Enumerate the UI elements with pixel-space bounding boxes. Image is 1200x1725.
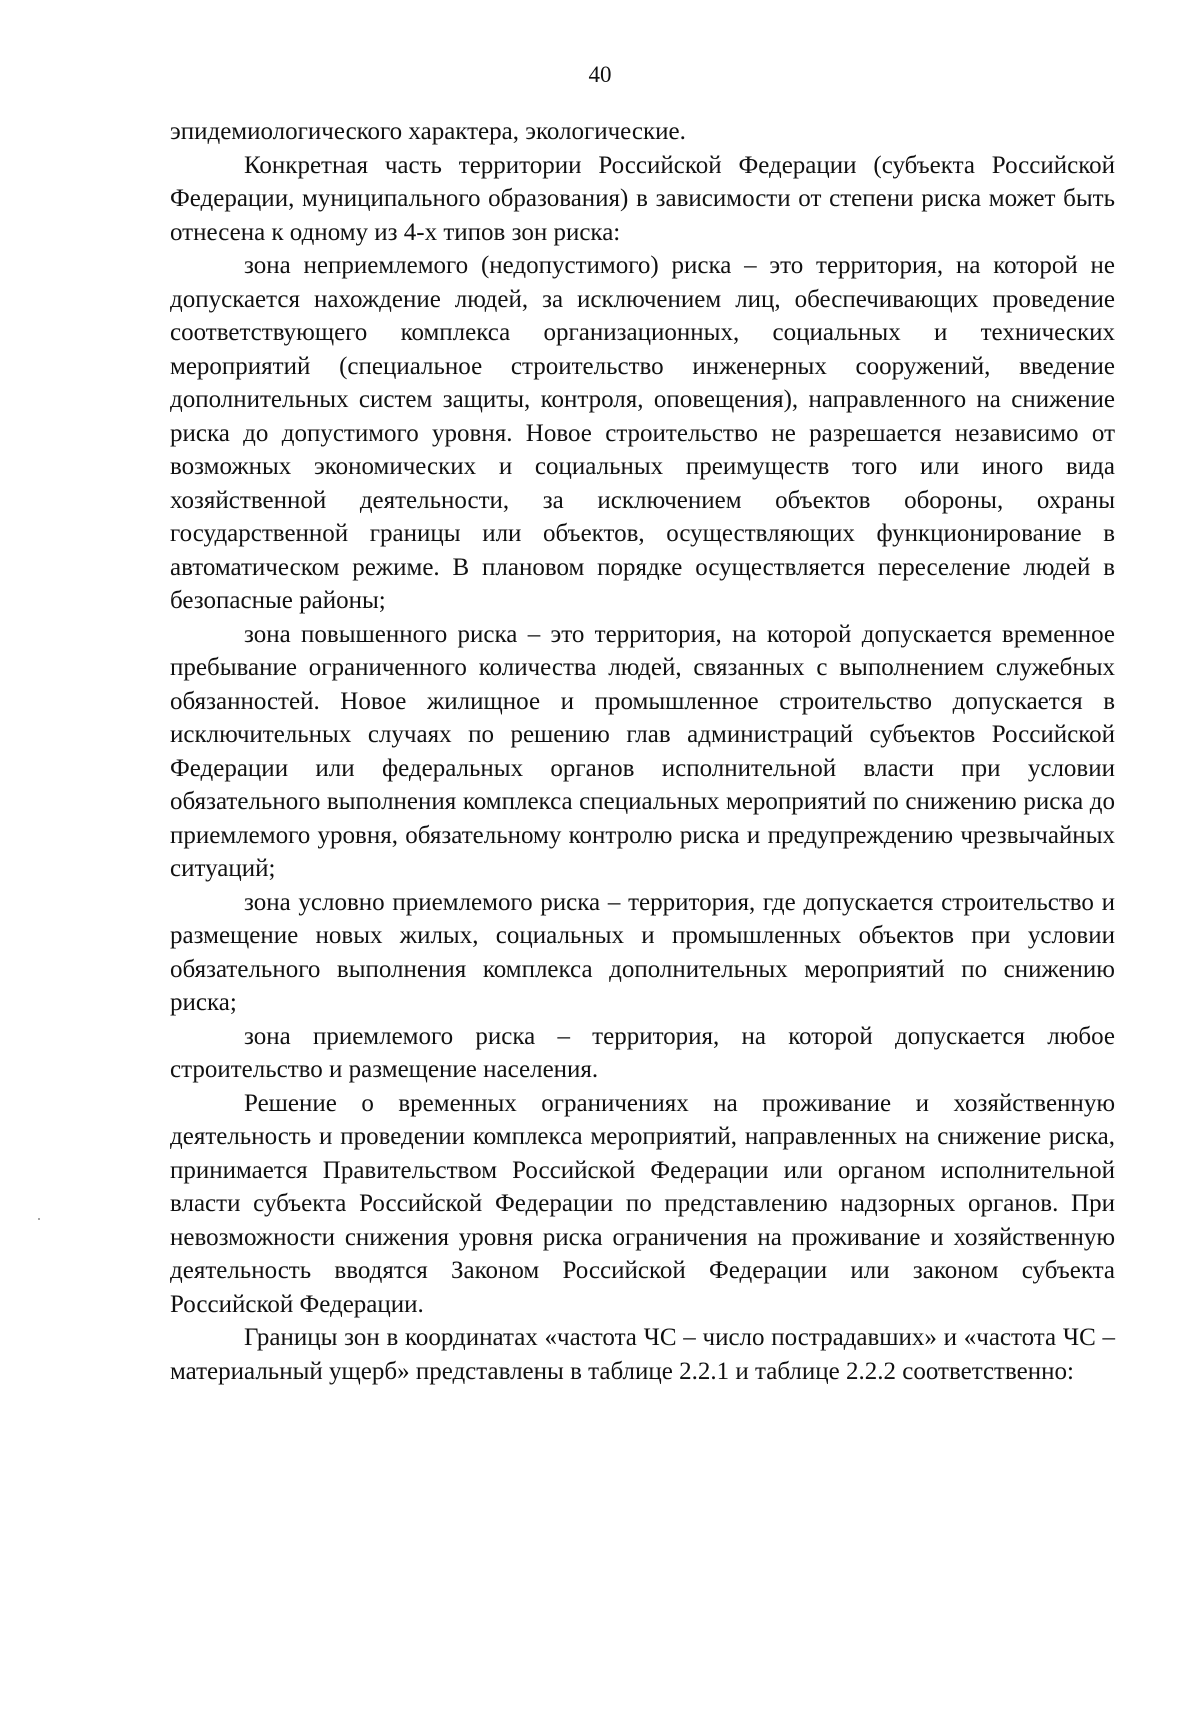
paragraph-zone-types-intro: Конкретная часть территории Российской Федерации (субъекта Российской Федерации, муниципального образования) в зависимости от степени риска может быть отнесена к одному из 4-х типов зон риска: [170, 151, 1115, 246]
page-number: 40 [588, 62, 612, 87]
paragraph-acceptable-risk-zone: зона приемлемого риска – территория, на которой допускается любое строительство и размещение населения. [170, 1022, 1115, 1083]
paragraph-zone-boundaries: Границы зон в координатах «частота ЧС – число пострадавших» и «частота ЧС – материальный ущерб» представлены в таблице 2.2.1 и таблице 2.2.2 соответственно: [170, 1324, 1115, 1385]
paragraph-elevated-risk-zone: зона повышенного риска – это территория, на которой допускается временное пребывание ограниченного количества людей, связанных с выполнением служебных обязанностей. Новое жилищное и промышленное строительство допускается в исключительных случаях по решению глав администраций субъектов Российской Федерации или федеральных органов исполнительной власти при условии обязательного выполнения комплекса специальных мероприятий по снижению риска до приемлемого уровня, обязательному контролю риска и предупреждению чрезвычайных ситуаций; [170, 620, 1115, 882]
paragraph-continuation: эпидемиологического характера, экологические. [170, 118, 686, 145]
document-body [170, 115, 1115, 1388]
paragraph-restrictions-decision: Решение о временных ограничениях на проживание и хозяйственную деятельность и проведении комплекса мероприятий, направленных на снижение риска, принимается Правительством Российской Федерации или органом исполнительной власти субъекта Российской Федерации по представлению надзорных органов. При невозможности снижения уровня риска ограничения на проживание и хозяйственную деятельность вводятся Законом Российской Федерации или законом субъекта Российской Федерации. [170, 1089, 1115, 1318]
paragraph-conditionally-acceptable-risk-zone: зона условно приемлемого риска – территория, где допускается строительство и размещение новых жилых, социальных и промышленных объектов при условии обязательного выполнения комплекса дополнительных мероприятий по снижению риска; [170, 888, 1115, 1016]
scan-speck [38, 1218, 40, 1220]
paragraph-unacceptable-risk-zone: зона неприемлемого (недопустимого) риска – это территория, на которой не допускается нахождение людей, за исключением лиц, обеспечивающих проведение соответствующего комплекса организационных, социальных и технических мероприятий (специальное строительство инженерных сооружений, введение дополнительных систем защиты, контроля, оповещения), направленного на снижение риска до допустимого уровня. Новое строительство не разрешается независимо от возможных экономических и социальных преимуществ того или иного вида хозяйственной деятельности, за исключением объектов обороны, охраны государственной границы или объектов, осуществляющих функционирование в автоматическом режиме. В плановом порядке осуществляется переселение людей в безопасные районы; [170, 252, 1115, 614]
